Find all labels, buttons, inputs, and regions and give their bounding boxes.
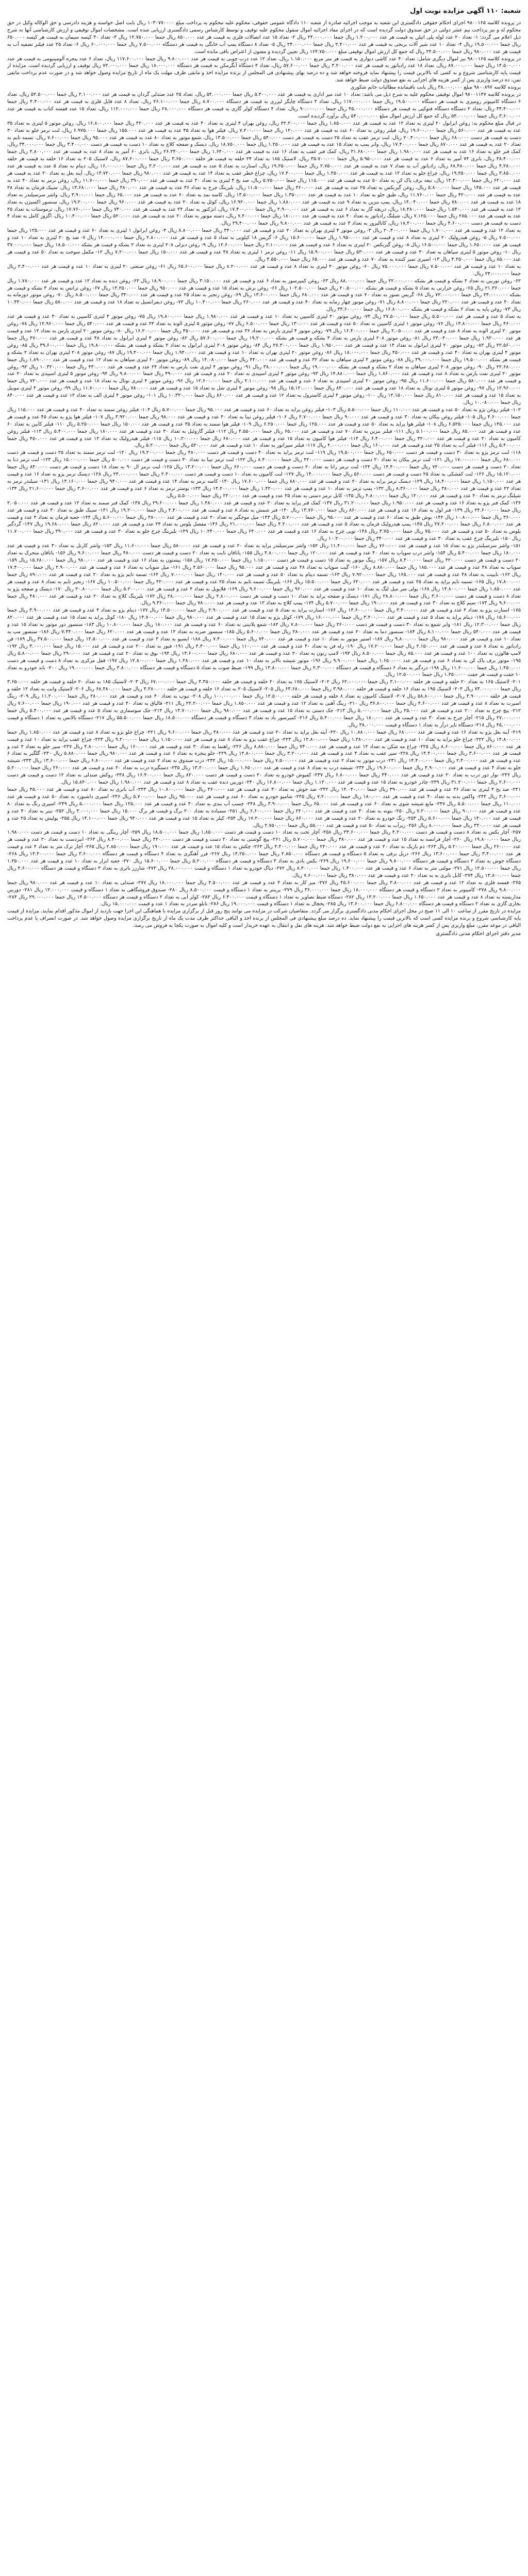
document-paragraph: در پرونده کلاسه ۹۸۰۰۱۱۴۷ اموال توقیفی محکوم علیه به شرح ذیل می باشد: تعداد ۱۰ عدد میز اداری به قیمت هر عدد ۵.۴۰۰.۰۰۰ ریال جمعا ۵۴.۰۰۰.۰۰۰ ریال، تعداد ۲۵ عدد صندلی گردان به قیمت هر عدد ۲.۱۰۰.۰۰۰ ریال جمعا ۵۲.۵۰۰.۰۰۰ ریال، تعداد ۶ دستگاه کامپیوتر رومیزی به قیمت هر دستگاه ۱۹.۵۰۰.۰۰۰ ریال جمعا ۱۱۷.۰۰۰.۰۰۰ ریال، تعداد ۳ دستگاه چاپگر لیزری به قیمت هر دستگاه ۸.۷۰۰.۰۰۰ ریال جمعا ۲۶.۱۰۰.۰۰۰ ریال، تعداد ۸ عدد فایل فلزی به قیمت هر عدد ۴.۳۰۰.۰۰۰ ریال جمعا ۳۴.۴۰۰.۰۰۰ ریال، تعداد ۲ دستگاه دستگاه فتوکپی به قیمت هر دستگاه ۴۵.۰۰۰.۰۰۰ ریال جمعا ۹۰.۰۰۰.۰۰۰ ریال، تعداد ۴ دستگاه کولر گازی به قیمت هر دستگاه ۲۸.۰۰۰.۰۰۰ ریال جمعا ۱۱۲.۰۰۰.۰۰۰ ریال، تعداد ۱۵ عدد قفسه کتاب به قیمت هر عدد ۳.۶۰۰.۰۰۰ ریال جمعا ۵۴.۰۰۰.۰۰۰ ریال که جمع کل ارزش اموال مبلغ ۵۴۰.۰۰۰.۰۰۰ ریال برآورد گردیده است. [7,92,521,119]
document-paragraph: به تعداد ۱۲ عدد و قیمت هر عدد ۱.۷۰۰.۰۰۰ ریال جمعا ۲۰.۴۰۰.۰۰۰ ریال ۳- روغن موتور ۴ لیتری بهران به تعداد ۲۰ عدد و قیمت هر عدد ۴۴۰.۰۰۰ ریال جمعا ۸.۸۰۰.۰۰۰ ریال ۴- روغن ایرانول ۱ لیتری به تعداد ۶۰ عدد و قیمت هر عدد ۱۲۵.۰۰۰ ریال جمعا ۷.۵۰۰.۰۰۰ ریال ۵- روغن هیدرولیک ۲۰ لیتری به تعداد ۸ عدد و قیمت هر عدد ۱.۹۵۰.۰۰۰ ریال جمعا ۱۵.۶۰۰.۰۰۰ ریال ۶- گریس ۱۸ کیلویی به تعداد ۵ عدد و قیمت هر عدد ۲.۸۰۰.۰۰۰ ریال جمعا ۱۴.۰۰۰.۰۰۰ ریال ۷- ضد یخ ۲۰ لیتری به تعداد ۱۰ عدد و قیمت هر عدد ۱.۶۵۰.۰۰۰ ریال جمعا ۱۶.۵۰۰.۰۰۰ ریال ۸- روغن گیربکس ۲۰ لیتری به تعداد ۶ عدد و قیمت هر عدد ۲.۱۰۰.۰۰۰ ریال جمعا ۱۲.۶۰۰.۰۰۰ ریال ۹- روغن دیزلی ۲۰۸ لیتری به تعداد ۲ بشکه و قیمت هر بشکه ۱۸.۵۰۰.۰۰۰ ریال جمعا ۳۷.۰۰۰.۰۰۰ ریال ۱۰- روغن موتور ۵ لیتری سپاهان به تعداد ۳۰ عدد و قیمت هر عدد ۵۳۰.۰۰۰ ریال جمعا ۱۵.۹۰۰.۰۰۰ ریال ۱۱- روغن ترمز ۱ لیتری به تعداد ۴۸ عدد و قیمت هر عدد ۱۵۰.۰۰۰ ریال جمعا ۷.۲۰۰.۰۰۰ ریال ۱۲- مکمل سوخت به تعداد ۵۰ عدد و قیمت هر عدد ۸۵.۰۰۰ ریال جمعا ۴.۲۵۰.۰۰۰ ریال ۱۳- اسپری تمیز کننده به تعداد ۷۰ عدد و قیمت هر عدد ۶۵.۰۰۰ ریال جمعا ۴.۵۵۰.۰۰۰ ریال. [7,228,521,262]
document-paragraph: ۱۳۶- کمک فنر پژو به تعداد ۱۶ عدد و قیمت هر عدد ۱.۹۵۰.۰۰۰ ریال جمعا ۳۱.۲۰۰.۰۰۰ ریال ۱۳۷- کمک فنر پراید به تعداد ۲۰ عدد و قیمت هر عدد ۱.۴۸۰.۰۰۰ ریال جمعا ۲۹.۶۰۰.۰۰۰ ریال ۱۳۸- کمک فنر سمند به تعداد ۱۲ عدد و قیمت هر عدد ۲.۰۵۰.۰۰۰ ریال جمعا ۲۴.۶۰۰.۰۰۰ ریال ۱۳۹- فنر لول به تعداد ۱۶ عدد و قیمت هر عدد ۸۶۰.۰۰۰ ریال جمعا ۱۳.۷۶۰.۰۰۰ ریال ۱۴۰- فنر شمش به تعداد ۸ عدد و قیمت هر عدد ۲.۴۰۰.۰۰۰ ریال جمعا ۱۹.۲۰۰.۰۰۰ ریال ۱۴۱- سیبک طبق به تعداد ۳۰ عدد و قیمت هر عدد ۳۶۰.۰۰۰ ریال جمعا ۱۰.۸۰۰.۰۰۰ ریال ۱۴۲- بوش طبق به تعداد ۶۰ عدد و قیمت هر عدد ۹۵.۰۰۰ ریال جمعا ۵.۷۰۰.۰۰۰ ریال ۱۴۳- میل موجگیر به تعداد ۲۰ عدد و قیمت هر عدد ۲۸۰.۰۰۰ ریال جمعا ۵.۶۰۰.۰۰۰ ریال ۱۴۴- جعبه فرمان به تعداد ۴ عدد و قیمت هر عدد ۶.۸۰۰.۰۰۰ ریال جمعا ۲۷.۲۰۰.۰۰۰ ریال ۱۴۵- پمپ هیدرولیک فرمان به تعداد ۵ عدد و قیمت هر عدد ۴.۲۰۰.۰۰۰ ریال جمعا ۲۱.۰۰۰.۰۰۰ ریال ۱۴۶- مفصل پلوس به تعداد ۲۴ عدد و قیمت هر عدد ۸۲۰.۰۰۰ ریال جمعا ۱۹.۶۸۰.۰۰۰ ریال ۱۴۷- گردگیر پلوس به تعداد ۵۰ عدد و قیمت هر عدد ۷۵.۰۰۰ ریال جمعا ۳.۷۵۰.۰۰۰ ریال ۱۴۸- توپی چرخ به تعداد ۱۶ عدد و قیمت هر عدد ۶۴۰.۰۰۰ ریال جمعا ۱۰.۲۴۰.۰۰۰ ریال ۱۴۹- بلبرینگ چرخ جلو به تعداد ۳۰ عدد و قیمت هر عدد ۳۹۰.۰۰۰ ریال جمعا ۱۱.۷۰۰.۰۰۰ ریال ۱۵۰- بلبرینگ چرخ عقب به تعداد ۳۰ عدد و قیمت هر عدد ۳۴۰.۰۰۰ ریال جمعا ۱۰.۲۰۰.۰۰۰ ریال. [7,500,521,542]
document-paragraph: در پرونده کلاسه ۹۸۰۰۱۶۵ نیز اموال دیگری شامل: تعداد ۴۰ عدد کاشی دیواری به قیمت هر متر مربع ۱.۱۵۰.۰۰۰ ریال، تعداد ۱۲ عدد درب چوبی به قیمت هر عدد ۹.۸۰۰.۰۰۰ ریال جمعا ۱۱۷.۶۰۰.۰۰۰ ریال، تعداد ۶ عدد پنجره آلومینیومی به قیمت هر عدد ۱۴.۵۰۰.۰۰۰ ریال جمعا ۸۷.۰۰۰.۰۰۰ ریال، تعداد ۱۸ عدد رادیاتور به قیمت هر عدد ۳.۲۰۰.۰۰۰ ریال جمعا ۵۷.۶۰۰.۰۰۰ ریال، تعداد ۴ دستگاه آبگرمکن به قیمت هر دستگاه ۱۸.۰۰۰.۰۰۰ ریال جمعا ۷۲.۰۰۰.۰۰۰ ریال توقیف و ارزیابی گردیده است. مزایده از قیمت پایه کارشناسی شروع و به کسی که بالاترین قیمت را پیشنهاد نماید فروخته خواهد شد و ده درصد بهای پیشنهادی فی المجلس از برنده مزایده اخذ و مابقی ظرف مهلت یک ماه از تاریخ مزایده وصول خواهد شد و در صورت عدم پرداخت مابقی ثمن، ده درصد واریزی پس از کسر هزینه های اجرایی به نفع صندوق دولت ضبط خواهد شد. [7,56,521,83]
document-header: شعبه: ۱۱۰ آگهی مزایده نوبت اول [410,7,521,15]
document-paragraph: ۱۵۱- واشر سرسیلندر پژو به تعداد ۱۵ عدد و قیمت هر عدد ۷۶۰.۰۰۰ ریال جمعا ۱۱.۴۰۰.۰۰۰ ریال ۱۵۲- واشر سرسیلندر پراید به تعداد ۲۰ عدد و قیمت هر عدد ۵۸۰.۰۰۰ ریال جمعا ۱۱.۶۰۰.۰۰۰ ریال ۱۵۳- واشر کارتل به تعداد ۳۰ عدد و قیمت هر عدد ۱۸۰.۰۰۰ ریال جمعا ۵.۴۰۰.۰۰۰ ریال ۱۵۴- واشر درب سوپاپ به تعداد ۴۰ عدد و قیمت هر عدد ۱۲۰.۰۰۰ ریال جمعا ۴.۸۰۰.۰۰۰ ریال ۱۵۵- یاتاقان ثابت به تعداد ۲۰ دست و قیمت هر دست ۴۸۰.۰۰۰ ریال جمعا ۹.۶۰۰.۰۰۰ ریال ۱۵۶- یاتاقان متحرک به تعداد ۲۰ دست و قیمت هر دست ۴۲۰.۰۰۰ ریال جمعا ۸.۴۰۰.۰۰۰ ریال ۱۵۷- رینگ موتور به تعداد ۱۵ دست و قیمت هر دست ۱.۱۵۰.۰۰۰ ریال جمعا ۱۷.۲۵۰.۰۰۰ ریال ۱۵۸- پیستون به تعداد ۱۶ عدد و قیمت هر عدد ۹۸۰.۰۰۰ ریال جمعا ۱۵.۶۸۰.۰۰۰ ریال ۱۵۹- سوپاپ به تعداد ۴۸ عدد و قیمت هر عدد ۱۸۵.۰۰۰ ریال جمعا ۸.۸۸۰.۰۰۰ ریال ۱۶۰- گیت سوپاپ به تعداد ۴۸ عدد و قیمت هر عدد ۹۵.۰۰۰ ریال جمعا ۴.۵۶۰.۰۰۰ ریال ۱۶۱- میل سوپاپ به تعداد ۶ عدد و قیمت هر عدد ۲.۹۰۰.۰۰۰ ریال جمعا ۱۷.۴۰۰.۰۰۰ ریال ۱۶۲- تایپیت به تعداد ۴۸ عدد و قیمت هر عدد ۱۶۵.۰۰۰ ریال جمعا ۷.۹۲۰.۰۰۰ ریال ۱۶۳- تسمه دینام به تعداد ۵۰ عدد و قیمت هر عدد ۱۴۰.۰۰۰ ریال جمعا ۷.۰۰۰.۰۰۰ ریال ۱۶۴- تسمه تایم پژو به تعداد ۲۰ عدد و قیمت هر عدد ۸۹۰.۰۰۰ ریال جمعا ۱۷.۸۰۰.۰۰۰ ریال ۱۶۵- تسمه تایم پراید به تعداد ۲۵ عدد و قیمت هر عدد ۶۲۰.۰۰۰ ریال جمعا ۱۵.۵۰۰.۰۰۰ ریال ۱۶۶- بلبرینگ تسمه تایم به تعداد ۲۵ عدد و قیمت هر عدد ۴۲۰.۰۰۰ ریال جمعا ۱۰.۵۰۰.۰۰۰ ریال ۱۶۷- زنجیر تایم به تعداد ۸ عدد و قیمت هر عدد ۱.۸۵۰.۰۰۰ ریال جمعا ۱۴.۸۰۰.۰۰۰ ریال ۱۶۸- پولی سر میل لنگ به تعداد ۱۰ عدد و قیمت هر عدد ۹۶۰.۰۰۰ ریال جمعا ۹.۶۰۰.۰۰۰ ریال ۱۶۹- فلایویل به تعداد ۴ عدد و قیمت هر عدد ۵.۲۰۰.۰۰۰ ریال جمعا ۲۰.۸۰۰.۰۰۰ ریال ۱۷۰- دیسک و صفحه پژو به تعداد ۸ دست و قیمت هر دست ۳.۶۰۰.۰۰۰ ریال جمعا ۲۸.۸۰۰.۰۰۰ ریال ۱۷۱- دیسک و صفحه پراید به تعداد ۱۰ دست و قیمت هر دست ۲.۸۰۰.۰۰۰ ریال جمعا ۲۸.۰۰۰.۰۰۰ ریال ۱۷۲- بلبرینگ کلاچ به تعداد ۲۰ عدد و قیمت هر عدد ۴۸۰.۰۰۰ ریال جمعا ۹.۶۰۰.۰۰۰ ریال ۱۷۳- سیم کلاچ به تعداد ۳۰ عدد و قیمت هر عدد ۱۹۰.۰۰۰ ریال جمعا ۵.۷۰۰.۰۰۰ ریال ۱۷۴- پمپ کلاچ به تعداد ۱۲ عدد و قیمت هر عدد ۷۸۰.۰۰۰ ریال جمعا ۹.۳۶۰.۰۰۰ ریال. [7,543,521,606]
document-footer: مدیر دفتر اجرای احکام مدنی دادگستری [436,931,521,937]
document-paragraph: ۱۱۸- لنت ترمز پژو به تعداد ۳۰ دست و قیمت هر دست ۶۵۰.۰۰۰ ریال جمعا ۱۹.۵۰۰.۰۰۰ ریال ۱۱۹- لنت ترمز پراید به تعداد ۴۰ دست و قیمت هر دست ۴۸۰.۰۰۰ ریال جمعا ۱۹.۲۰۰.۰۰۰ ریال ۱۲۰- لنت ترمز سمند به تعداد ۲۵ دست و قیمت هر دست ۶۸۰.۰۰۰ ریال جمعا ۱۷.۰۰۰.۰۰۰ ریال ۱۲۱- لنت ترمز پیکان به تعداد ۲۰ دست و قیمت هر دست ۴۲۰.۰۰۰ ریال جمعا ۸.۴۰۰.۰۰۰ ریال ۱۲۲- لنت ترمز تیبا به تعداد ۳۰ دست و قیمت هر دست ۵۰۰.۰۰۰ ریال جمعا ۱۵.۰۰۰.۰۰۰ ریال ۱۲۳- لنت ترمز دنا به تعداد ۲۰ دست و قیمت هر دست ۷۲۰.۰۰۰ ریال جمعا ۱۴.۴۰۰.۰۰۰ ریال ۱۲۴- لنت ترمز رانا به تعداد ۲۰ دست و قیمت هر دست ۶۶۰.۰۰۰ ریال جمعا ۱۳.۲۰۰.۰۰۰ ریال ۱۲۵- لنت ترمز ال ۹۰ به تعداد ۱۸ دست و قیمت هر دست ۸۴۰.۰۰۰ ریال جمعا ۱۵.۱۲۰.۰۰۰ ریال ۱۲۶- لنت کفشکی به تعداد ۲۵ دست و قیمت هر دست ۵۶۰.۰۰۰ ریال جمعا ۱۴.۰۰۰.۰۰۰ ریال ۱۲۷- لنت کامیون به تعداد ۱۰ دست و قیمت هر دست ۲.۴۰۰.۰۰۰ ریال جمعا ۲۴.۰۰۰.۰۰۰ ریال ۱۲۸- دیسک ترمز پژو به تعداد ۱۶ عدد و قیمت هر عدد ۱.۱۵۰.۰۰۰ ریال جمعا ۱۸.۴۰۰.۰۰۰ ریال ۱۲۹- دیسک ترمز پراید به تعداد ۲۰ عدد و قیمت هر عدد ۸۸۰.۰۰۰ ریال جمعا ۱۷.۶۰۰.۰۰۰ ریال ۱۳۰- کاسه ترمز به تعداد ۱۴ عدد و قیمت هر عدد ۹۴۰.۰۰۰ ریال جمعا ۱۳.۱۶۰.۰۰۰ ریال ۱۳۱- سیلندر ترمز به تعداد ۲۲ عدد و قیمت هر عدد ۳۸۰.۰۰۰ ریال جمعا ۸.۳۶۰.۰۰۰ ریال ۱۳۲- پمپ ترمز به تعداد ۱۰ عدد و قیمت هر عدد ۱.۴۲۰.۰۰۰ ریال جمعا ۱۴.۲۰۰.۰۰۰ ریال ۱۳۳- بوستر ترمز به تعداد ۶ عدد و قیمت هر عدد ۳.۶۰۰.۰۰۰ ریال جمعا ۲۱.۶۰۰.۰۰۰ ریال ۱۳۴- شیلنگ ترمز به تعداد ۴۰ عدد و قیمت هر عدد ۱۲۰.۰۰۰ ریال جمعا ۴.۸۰۰.۰۰۰ ریال ۱۳۵- کابل ترمز دستی به تعداد ۲۵ عدد و قیمت هر عدد ۲۲۰.۰۰۰ ریال جمعا ۵.۵۰۰.۰۰۰ ریال. [7,450,521,499]
document-paragraph: مزایده در تاریخ مقرر از ساعت ۱۰ الی ۱۱ صبح در محل اجرای احکام مدنی دادگستری برگزار می گردد. متقاضیان شرکت در مزایده می توانند پنج روز قبل از برگزاری مزایده با هماهنگی این اجرا جهت بازدید از اموال مذکور اقدام نمایند. مزایده از قیمت پایه کارشناسی شروع و برنده مزایده کسی است که بالاترین قیمت را پیشنهاد نماید. ده درصد مبلغ پیشنهادی فی المجلس از برنده اخذ و الباقی حداکثر ظرف مدت یک ماه از تاریخ برگزاری مزایده وصول خواهد شد. در صورت انصراف یا عدم پرداخت الباقی در موعد مقرر، مبلغ واریزی پس از کسر هزینه های اجرایی به نفع دولت ضبط خواهد شد. هزینه های نقل و انتقال به عهده خریدار است و کلیه اموال به صورت یکجا به فروش می رسد. [7,908,521,929]
document-body [7,20,521,929]
document-paragraph: به تعداد ۵ عدد و قیمت هر عدد ۵.۵۰۰.۰۰۰ ریال جمعا ۲۷.۵۰۰.۰۰۰ ریال ۷۴- روغن موتور ۲۰ لیتری کاسپین به تعداد ۱۰ عدد و قیمت هر عدد ۱.۹۸۰.۰۰۰ ریال جمعا ۱۹.۸۰۰.۰۰۰ ریال ۷۵- روغن موتور ۴ لیتری کاسپین به تعداد ۳۰ عدد و قیمت هر عدد ۴۶۰.۰۰۰ ریال جمعا ۱۳.۸۰۰.۰۰۰ ریال ۷۶- روغن موتور ۱ لیتری کاسپین به تعداد ۵۰ عدد و قیمت هر عدد ۱۳۰.۰۰۰ ریال جمعا ۶.۵۰۰.۰۰۰ ریال ۷۷- روغن موتور ۵ لیتری الوند به تعداد ۲۴ عدد و قیمت هر عدد ۵۴۰.۰۰۰ ریال جمعا ۱۲.۹۶۰.۰۰۰ ریال ۷۸- روغن موتور ۲۰ لیتری الوند به تعداد ۸ عدد و قیمت هر عدد ۲.۰۵۰.۰۰۰ ریال جمعا ۱۶.۴۰۰.۰۰۰ ریال ۷۹- روغن موتور ۴ لیتری پارس به تعداد ۳۶ عدد و قیمت هر عدد ۴۵۰.۰۰۰ ریال جمعا ۱۶.۲۰۰.۰۰۰ ریال ۸۰- روغن موتور ۲۰ لیتری پارس به تعداد ۱۲ عدد و قیمت هر عدد ۱.۹۲۰.۰۰۰ ریال جمعا ۲۳.۰۴۰.۰۰۰ ریال ۸۱- روغن موتور ۲۰۸ لیتری پارس به تعداد ۳ بشکه و قیمت هر بشکه ۱۹.۲۰۰.۰۰۰ ریال جمعا ۵۷.۶۰۰.۰۰۰ ریال ۸۲- روغن موتور ۴ لیتری ایرانول به تعداد ۴۸ عدد و قیمت هر عدد ۴۷۰.۰۰۰ ریال جمعا ۲۲.۵۶۰.۰۰۰ ریال ۸۳- روغن موتور ۲۰ لیتری ایرانول به تعداد ۱۴ عدد و قیمت هر عدد ۱.۹۵۰.۰۰۰ ریال جمعا ۲۷.۳۰۰.۰۰۰ ریال ۸۴- روغن موتور ۲۰۸ لیتری ایرانول به تعداد ۲ بشکه و قیمت هر بشکه ۱۹.۸۰۰.۰۰۰ ریال جمعا ۳۹.۶۰۰.۰۰۰ ریال ۸۵- روغن موتور ۴ لیتری بهران به تعداد ۴۰ عدد و قیمت هر عدد ۴۵۰.۰۰۰ ریال جمعا ۱۸.۰۰۰.۰۰۰ ریال ۸۶- روغن موتور ۲۰ لیتری بهران به تعداد ۱۰ عدد و قیمت هر عدد ۱.۹۴۰.۰۰۰ ریال جمعا ۱۹.۴۰۰.۰۰۰ ریال ۸۷- روغن موتور ۲۰۸ لیتری بهران به تعداد ۲ بشکه و قیمت هر بشکه ۱۹.۵۰۰.۰۰۰ ریال جمعا ۳۹.۰۰۰.۰۰۰ ریال ۸۸- روغن موتور ۴ لیتری سپاهان به تعداد ۳۲ عدد و قیمت هر عدد ۴۴۰.۰۰۰ ریال جمعا ۱۴.۰۸۰.۰۰۰ ریال ۸۹- روغن موتور ۲۰ لیتری سپاهان به تعداد ۱۲ عدد و قیمت هر عدد ۱.۸۹۰.۰۰۰ ریال جمعا ۲۲.۶۸۰.۰۰۰ ریال ۹۰- روغن موتور ۲۰۸ لیتری سپاهان به تعداد ۲ بشکه و قیمت هر بشکه ۱۹.۰۰۰.۰۰۰ ریال جمعا ۳۸.۰۰۰.۰۰۰ ریال ۹۱- روغن موتور ۴ لیتری نفت پارس به تعداد ۲۴ عدد و قیمت هر عدد ۴۳۰.۰۰۰ ریال جمعا ۱۰.۳۲۰.۰۰۰ ریال ۹۲- روغن موتور ۲۰ لیتری نفت پارس به تعداد ۸ عدد و قیمت هر عدد ۱.۸۶۰.۰۰۰ ریال جمعا ۱۴.۸۸۰.۰۰۰ ریال ۹۳- روغن موتور ۴ لیتری اسپیدی به تعداد ۲۰ عدد و قیمت هر عدد ۴۹۰.۰۰۰ ریال جمعا ۹.۸۰۰.۰۰۰ ریال ۹۴- روغن موتور ۵ لیتری اسپیدی به تعداد ۲۰ عدد و قیمت هر عدد ۵۸۰.۰۰۰ ریال جمعا ۱۱.۶۰۰.۰۰۰ ریال ۹۵- روغن موتور ۲۰ لیتری اسپیدی به تعداد ۶ عدد و قیمت هر عدد ۲.۱۰۰.۰۰۰ ریال جمعا ۱۲.۶۰۰.۰۰۰ ریال ۹۶- روغن موتور ۴ لیتری توتال به تعداد ۱۸ عدد و قیمت هر عدد ۷۲۰.۰۰۰ ریال جمعا ۱۲.۹۶۰.۰۰۰ ریال ۹۷- روغن موتور ۵ لیتری توتال به تعداد ۱۸ عدد و قیمت هر عدد ۸۴۰.۰۰۰ ریال جمعا ۱۵.۱۲۰.۰۰۰ ریال ۹۸- روغن موتور ۴ لیتری شل به تعداد ۱۵ عدد و قیمت هر عدد ۷۸۰.۰۰۰ ریال جمعا ۱۱.۷۰۰.۰۰۰ ریال ۹۹- روغن موتور ۴ لیتری موبیل به تعداد ۱۵ عدد و قیمت هر عدد ۸۱۰.۰۰۰ ریال جمعا ۱۲.۱۵۰.۰۰۰ ریال ۱۰۰- روغن موتور ۴ لیتری کاسترول به تعداد ۱۲ عدد و قیمت هر عدد ۸۶۰.۰۰۰ ریال جمعا ۱۰.۳۲۰.۰۰۰ ریال ۱۰۱- روغن موتور ۴ لیتری الف به تعداد ۱۲ عدد و قیمت هر عدد ۸۴۰.۰۰۰ ریال جمعا ۱۰.۰۸۰.۰۰۰ ریال. [7,314,521,406]
document-paragraph: ۱۷۵- استارت پژو به تعداد ۴ عدد و قیمت هر عدد ۳.۴۰۰.۰۰۰ ریال جمعا ۱۳.۶۰۰.۰۰۰ ریال ۱۷۶- استارت پراید به تعداد ۵ عدد و قیمت هر عدد ۲.۹۰۰.۰۰۰ ریال جمعا ۱۴.۵۰۰.۰۰۰ ریال ۱۷۷- دینام پژو به تعداد ۴ عدد و قیمت هر عدد ۳.۹۰۰.۰۰۰ ریال جمعا ۱۵.۶۰۰.۰۰۰ ریال ۱۷۸- دینام پراید به تعداد ۵ عدد و قیمت هر عدد ۳.۲۰۰.۰۰۰ ریال جمعا ۱۶.۰۰۰.۰۰۰ ریال ۱۷۹- کوئل پژو به تعداد ۱۵ عدد و قیمت هر عدد ۹۸۰.۰۰۰ ریال جمعا ۱۴.۷۰۰.۰۰۰ ریال ۱۸۰- کوئل پراید به تعداد ۱۵ عدد و قیمت هر عدد ۸۲۰.۰۰۰ ریال جمعا ۱۲.۳۰۰.۰۰۰ ریال ۱۸۱- وایر شمع به تعداد ۳۰ دست و قیمت هر دست ۲۶۰.۰۰۰ ریال جمعا ۷.۸۰۰.۰۰۰ ریال ۱۸۲- شمع پلاتینی به تعداد ۶۰ عدد و قیمت هر عدد ۱۸۰.۰۰۰ ریال جمعا ۱۰.۸۰۰.۰۰۰ ریال ۱۸۳- سنسور دور موتور به تعداد ۱۵ عدد و قیمت هر عدد ۵۴۰.۰۰۰ ریال جمعا ۸.۱۰۰.۰۰۰ ریال ۱۸۴- سنسور دما به تعداد ۲۰ عدد و قیمت هر عدد ۲۸۰.۰۰۰ ریال جمعا ۵.۶۰۰.۰۰۰ ریال ۱۸۵- سنسور ضربه به تعداد ۱۲ عدد و قیمت هر عدد ۶۲۰.۰۰۰ ریال جمعا ۷.۴۴۰.۰۰۰ ریال ۱۸۶- سنسور مپ به تعداد ۱۰ عدد و قیمت هر عدد ۹۸۰.۰۰۰ ریال جمعا ۹.۸۰۰.۰۰۰ ریال ۱۸۷- استپر موتور به تعداد ۱۰ عدد و قیمت هر عدد ۷۴۰.۰۰۰ ریال جمعا ۷.۴۰۰.۰۰۰ ریال ۱۸۸- ایسیو به تعداد ۳ عدد و قیمت هر عدد ۱۲.۵۰۰.۰۰۰ ریال جمعا ۳۷.۵۰۰.۰۰۰ ریال ۱۸۹- فن رادیاتور به تعداد ۸ عدد و قیمت هر عدد ۲.۱۵۰.۰۰۰ ریال جمعا ۱۷.۲۰۰.۰۰۰ ریال ۱۹۰- رله فن به تعداد ۴۰ عدد و قیمت هر عدد ۱۱۰.۰۰۰ ریال جمعا ۴.۴۰۰.۰۰۰ ریال ۱۹۱- فیوز به تعداد ۲۰۰ عدد و قیمت هر عدد ۱۵.۰۰۰ ریال جمعا ۳.۰۰۰.۰۰۰ ریال ۱۹۲- لامپ هالوژن به تعداد ۱۰۰ عدد و قیمت هر عدد ۸۵.۰۰۰ ریال جمعا ۸.۵۰۰.۰۰۰ ریال ۱۹۳- لامپ زنون به تعداد ۲۰ عدد و قیمت هر عدد ۶۸۰.۰۰۰ ریال جمعا ۱۳.۶۰۰.۰۰۰ ریال ۱۹۴- بوق به تعداد ۲۰ عدد و قیمت هر عدد ۲۹۰.۰۰۰ ریال جمعا ۵.۸۰۰.۰۰۰ ریال ۱۹۵- موتور برف پاک کن به تعداد ۶ عدد و قیمت هر عدد ۱.۶۵۰.۰۰۰ ریال جمعا ۹.۹۰۰.۰۰۰ ریال ۱۹۶- موتور شیشه بالابر به تعداد ۱۰ عدد و قیمت هر عدد ۱.۲۸۰.۰۰۰ ریال جمعا ۱۲.۸۰۰.۰۰۰ ریال ۱۹۷- قفل مرکزی به تعداد ۸ دست و قیمت هر دست ۱.۴۵۰.۰۰۰ ریال جمعا ۱۱.۶۰۰.۰۰۰ ریال ۱۹۸- دزدگیر به تعداد ۶ دستگاه و قیمت هر دستگاه ۲.۳۰۰.۰۰۰ ریال جمعا ۱۳.۸۰۰.۰۰۰ ریال ۱۹۹- ضبط صوت به تعداد ۵ دستگاه و قیمت هر دستگاه ۳.۸۰۰.۰۰۰ ریال جمعا ۱۹.۰۰۰.۰۰۰ ریال ۲۰۰- باند خودرو به تعداد ۱۰ جفت و قیمت هر جفت ۱.۲۵۰.۰۰۰ ریال جمعا ۱۲.۵۰۰.۰۰۰ ریال. [7,607,521,678]
document-paragraph: ۲۴۱- ضد یخ ۴ لیتری به تعداد ۳۶ عدد و قیمت هر عدد ۳۹۰.۰۰۰ ریال جمعا ۱۴.۰۴۰.۰۰۰ ریال ۲۴۲- ضد جوش به تعداد ۳۰ عدد و قیمت هر عدد ۳۶۰.۰۰۰ ریال جمعا ۱۰.۸۰۰.۰۰۰ ریال ۲۴۳- آب باتری به تعداد ۸۰ عدد و قیمت هر عدد ۴۵.۰۰۰ ریال جمعا ۳.۶۰۰.۰۰۰ ریال ۲۴۴- واکس بدنه به تعداد ۴۰ عدد و قیمت هر عدد ۱۸۰.۰۰۰ ریال جمعا ۷.۲۰۰.۰۰۰ ریال ۲۴۵- شامپو خودرو به تعداد ۶۰ عدد و قیمت هر عدد ۹۵.۰۰۰ ریال جمعا ۵.۷۰۰.۰۰۰ ریال ۲۴۶- اسپری داشبورد به تعداد ۵۰ عدد و قیمت هر عدد ۱۱۰.۰۰۰ ریال جمعا ۵.۵۰۰.۰۰۰ ریال ۲۴۷- مایع شیشه شوی به تعداد ۶۰ عدد و قیمت هر عدد ۶۵.۰۰۰ ریال جمعا ۳.۹۰۰.۰۰۰ ریال ۲۴۸- چسب آب بندی به تعداد ۴۰ عدد و قیمت هر عدد ۱۲۵.۰۰۰ ریال جمعا ۵.۰۰۰.۰۰۰ ریال ۲۴۹- اسپری رنگ به تعداد ۸۰ عدد و قیمت هر عدد ۹۰.۰۰۰ ریال جمعا ۷.۲۰۰.۰۰۰ ریال ۲۵۰- بتونه به تعداد ۳۰ عدد و قیمت هر عدد ۲۲۰.۰۰۰ ریال جمعا ۶.۶۰۰.۰۰۰ ریال ۲۵۱- سمباده به تعداد ۲۰۰ برگ و قیمت هر برگ ۱۵.۰۰۰ ریال جمعا ۳.۰۰۰.۰۰۰ ریال ۲۵۲- تینر به تعداد ۴۰ عدد و قیمت هر عدد ۱۴۰.۰۰۰ ریال جمعا ۵.۶۰۰.۰۰۰ ریال ۲۵۳- رنگ خودرو به تعداد ۲۰ عدد و قیمت هر عدد ۸۶۰.۰۰۰ ریال جمعا ۱۷.۲۰۰.۰۰۰ ریال ۲۵۴- کیلر به تعداد ۱۵ عدد و قیمت هر عدد ۹۴۰.۰۰۰ ریال جمعا ۱۴.۱۰۰.۰۰۰ ریال ۲۵۵- پولیش به تعداد ۲۵ عدد و قیمت هر عدد ۳۲۰.۰۰۰ ریال جمعا ۸.۰۰۰.۰۰۰ ریال ۲۵۶- زیرآب به تعداد ۵۰ عدد و قیمت هر عدد ۵۵.۰۰۰ ریال جمعا ۲.۷۵۰.۰۰۰ ریال. [7,786,521,828]
document-paragraph: ۱۰۲- فیلتر روغن پژو به تعداد ۵۰ عدد و قیمت هر عدد ۱۱۰.۰۰۰ ریال جمعا ۵.۵۰۰.۰۰۰ ریال ۱۰۳- فیلتر روغن پراید به تعداد ۶۰ عدد و قیمت هر عدد ۹۵.۰۰۰ ریال جمعا ۵.۷۰۰.۰۰۰ ریال ۱۰۴- فیلتر روغن سمند به تعداد ۴۰ عدد و قیمت هر عدد ۱۱۵.۰۰۰ ریال جمعا ۴.۶۰۰.۰۰۰ ریال ۱۰۵- فیلتر روغن پیکان به تعداد ۳۰ عدد و قیمت هر عدد ۹۰.۰۰۰ ریال جمعا ۲.۷۰۰.۰۰۰ ریال ۱۰۶- فیلتر روغن تیبا به تعداد ۴۰ عدد و قیمت هر عدد ۹۸.۰۰۰ ریال جمعا ۳.۹۲۰.۰۰۰ ریال ۱۰۷- فیلتر هوا پژو به تعداد ۴۵ عدد و قیمت هر عدد ۱۴۵.۰۰۰ ریال جمعا ۶.۵۲۵.۰۰۰ ریال ۱۰۸- فیلتر هوا پراید به تعداد ۵۰ عدد و قیمت هر عدد ۱۲۵.۰۰۰ ریال جمعا ۶.۲۵۰.۰۰۰ ریال ۱۰۹- فیلتر هوا سمند به تعداد ۳۵ عدد و قیمت هر عدد ۱۵۰.۰۰۰ ریال جمعا ۵.۲۵۰.۰۰۰ ریال ۱۱۰- فیلتر کابین به تعداد ۶۰ عدد و قیمت هر عدد ۸۵.۰۰۰ ریال جمعا ۵.۱۰۰.۰۰۰ ریال ۱۱۱- فیلتر بنزین به تعداد ۷۰ عدد و قیمت هر عدد ۶۵.۰۰۰ ریال جمعا ۴.۵۵۰.۰۰۰ ریال ۱۱۲- فیلتر گازوئیل به تعداد ۳۰ عدد و قیمت هر عدد ۱۸۰.۰۰۰ ریال جمعا ۵.۴۰۰.۰۰۰ ریال ۱۱۳- فیلتر روغن کامیون به تعداد ۲۰ عدد و قیمت هر عدد ۳۲۰.۰۰۰ ریال جمعا ۶.۴۰۰.۰۰۰ ریال ۱۱۴- فیلتر هوا کامیون به تعداد ۱۵ عدد و قیمت هر عدد ۶۸۰.۰۰۰ ریال جمعا ۱۰.۲۰۰.۰۰۰ ریال ۱۱۵- فیلتر هیدرولیک به تعداد ۱۲ عدد و قیمت هر عدد ۴۵۰.۰۰۰ ریال جمعا ۵.۴۰۰.۰۰۰ ریال ۱۱۶- فیلتر آب به تعداد ۲۵ عدد و قیمت هر عدد ۱۶۰.۰۰۰ ریال جمعا ۴.۰۰۰.۰۰۰ ریال ۱۱۷- فیلتر سپراتور به تعداد ۱۰ عدد و قیمت هر عدد ۵۲۰.۰۰۰ ریال جمعا ۵.۲۰۰.۰۰۰ ریال. [7,406,521,449]
document-paragraph: ۶۲- روغن توربین به تعداد ۴ بشکه و قیمت هر بشکه ۲۲.۰۰۰.۰۰۰ ریال جمعا ۸۸.۰۰۰.۰۰۰ ریال ۶۳- روغن کمپرسور به تعداد ۶ عدد و قیمت هر عدد ۳.۱۵۰.۰۰۰ ریال جمعا ۱۸.۹۰۰.۰۰۰ ریال ۶۴- روغن دنده به تعداد ۱۲ عدد و قیمت هر عدد ۱.۷۸۰.۰۰۰ ریال جمعا ۲۱.۳۶۰.۰۰۰ ریال ۶۵- روغن حرارتی به تعداد ۵ بشکه و قیمت هر بشکه ۲۰.۵۰۰.۰۰۰ ریال جمعا ۱۰۲.۵۰۰.۰۰۰ ریال ۶۶- روغن برش به تعداد ۱۵ عدد و قیمت هر عدد ۹۵۰.۰۰۰ ریال جمعا ۱۴.۲۵۰.۰۰۰ ریال ۶۷- روغن ترانس به تعداد ۳ بشکه و قیمت هر بشکه ۲۴.۰۰۰.۰۰۰ ریال جمعا ۷۲.۰۰۰.۰۰۰ ریال ۶۸- گریس نسوز به تعداد ۲۰ عدد و قیمت هر عدد ۶۸۰.۰۰۰ ریال جمعا ۱۳.۶۰۰.۰۰۰ ریال ۶۹- روغن زنجیر به تعداد ۲۵ عدد و قیمت هر عدد ۳۴۰.۰۰۰ ریال جمعا ۸.۵۰۰.۰۰۰ ریال ۷۰- روغن موتور دوزمانه به تعداد ۴۰ عدد و قیمت هر عدد ۲۲۰.۰۰۰ ریال جمعا ۸.۸۰۰.۰۰۰ ریال ۷۱- روغن موتور چهار زمانه به تعداد ۴۰ عدد و قیمت هر عدد ۲۶۰.۰۰۰ ریال جمعا ۱۰.۴۰۰.۰۰۰ ریال ۷۲- روغن دیفرانسیل به تعداد ۱۸ عدد و قیمت هر عدد ۵۸۰.۰۰۰ ریال جمعا ۱۰.۴۴۰.۰۰۰ ریال ۷۳- روغن پایه به تعداد ۲ بشکه و قیمت هر بشکه ۱۶.۸۰۰.۰۰۰ ریال جمعا ۳۳.۶۰۰.۰۰۰ ریال. [7,278,521,313]
document-paragraph: به تعداد ۱۰ عدد و قیمت هر عدد ۷.۵۰۰.۰۰۰ ریال جمعا ۷۵.۰۰۰.۰۰۰ ریال ۶۰- روغن موتور ۴۰ لیتری به تعداد ۸ عدد و قیمت هر عدد ۸.۲۰۰.۰۰۰ ریال جمعا ۶۵.۶۰۰.۰۰۰ ریال ۶۱- روغن صنعتی ۲۰ لیتری به تعداد ۱۰ عدد و قیمت هر عدد ۲.۴۰۰.۰۰۰ ریال جمعا ۲۴.۰۰۰.۰۰۰ ریال. [7,263,521,277]
document-paragraph: پرونده کلاسه ۹۸۰۰۸۹۷ مبلغ ۳۸.۰۰۰.۰۰۰ ریال بابت باقیمانده مطالبات خانم شکوری [350,84,521,91]
document-paragraph: در پرونده کلاسه ۹۸۰۰۱۶۵ اجرای احکام حقوقی دادگستری این شعبه به موجب اجرائیه صادره از شعبه ۱۱۰ دادگاه عمومی حقوقی، محکوم علیه محکوم به پرداخت مبلغ ۱۰۳۰۷۷۰۰۰۰ ریال بابت اصل خواسته و هزینه دادرسی و حق الوکاله وکیل در حق محکوم له و نیز پرداخت نیم عشر دولتی در حق صندوق دولت گردیده است که در اجرای مفاد اجرائیه اموال منقول محکوم علیه توقیف و توسط کارشناس رسمی دادگستری ارزیابی شده است. مشخصات اموال توقیفی و ارزش کارشناسی آنها به شرح ذیل اعلام می گردد: ۱- تعداد ۲۰ عدد لوله پلی اتیلن به قیمت هر عدد ۱.۲۰۰.۰۰۰ ریال جمعا ۲۴.۰۰۰.۰۰۰ ریال ۲- تعداد ۱۵ عدد اتصالات فلزی به قیمت هر عدد ۸۵۰.۰۰۰ ریال جمعا ۱۲.۷۵۰.۰۰۰ ریال ۳- تعداد ۳۰ کیسه سیمان به قیمت هر کیسه ۶۵۰.۰۰۰ ریال جمعا ۱۹.۵۰۰.۰۰۰ ریال ۴- تعداد ۱۰ عدد شیر آلات برنجی به قیمت هر عدد ۲.۴۰۰.۰۰۰ ریال جمعا ۲۴.۰۰۰.۰۰۰ ریال ۵- تعداد ۸ دستگاه پمپ آب خانگی به قیمت هر دستگاه ۷.۵۰۰.۰۰۰ ریال جمعا ۶۰.۰۰۰.۰۰۰ ریال ۶- تعداد ۲۵ عدد فیلتر تصفیه آب به قیمت هر عدد ۹۸۰.۰۰۰ ریال جمعا ۲۴.۵۰۰.۰۰۰ ریال که جمع کل ارزش اموال توقیفی مبلغ ۱۶۴.۷۵۰.۰۰۰ ریال تعیین گردیده و مصون از اعتراض باقی مانده است. [7,20,521,55]
document-paragraph: در قبال مبلغ محکوم به: روغن ایرانول ۲۰ لیتری به تعداد ۱۲ عدد به قیمت هر عدد ۱.۸۵۰.۰۰۰ ریال جمعا ۲۲.۲۰۰.۰۰۰ ریال، روغن بهران ۴ لیتری به تعداد ۴۰ عدد به قیمت هر عدد ۴۲۰.۰۰۰ ریال جمعا ۱۶.۸۰۰.۰۰۰ ریال، روغن موتور ۵ لیتری به تعداد ۳۵ عدد به قیمت هر عدد ۵۶۰.۰۰۰ ریال جمعا ۱۹.۶۰۰.۰۰۰ ریال، فیلتر روغن به تعداد ۶۰ عدد به قیمت هر عدد ۱۲۰.۰۰۰ ریال جمعا ۷.۲۰۰.۰۰۰ ریال، فیلتر هوا به تعداد ۴۵ عدد به قیمت هر عدد ۱۵۵.۰۰۰ ریال جمعا ۶.۹۷۵.۰۰۰ ریال، لنت ترمز جلو به تعداد ۳۰ دست به قیمت هر دست ۶۸۰.۰۰۰ ریال جمعا ۲۰.۴۰۰.۰۰۰ ریال، لنت ترمز عقب به تعداد ۲۵ دست به قیمت هر دست ۵۴۰.۰۰۰ ریال جمعا ۱۳.۵۰۰.۰۰۰ ریال، شمع موتور به تعداد ۸۰ عدد به قیمت هر عدد ۹۵.۰۰۰ ریال جمعا ۷.۶۰۰.۰۰۰ ریال، تسمه تایم به تعداد ۲۰ عدد به قیمت هر عدد ۸۷۰.۰۰۰ ریال جمعا ۱۷.۴۰۰.۰۰۰ ریال، واتر پمپ به تعداد ۱۵ عدد به قیمت هر عدد ۱.۲۵۰.۰۰۰ ریال جمعا ۱۸.۷۵۰.۰۰۰ ریال، دیسک و صفحه کلاچ به تعداد ۱۰ دست به قیمت هر دست ۳.۴۰۰.۰۰۰ ریال جمعا ۳۴.۰۰۰.۰۰۰ ریال، کمک فنر جلو به تعداد ۱۶ عدد به قیمت هر عدد ۱.۹۸۰.۰۰۰ ریال جمعا ۳۱.۶۸۰.۰۰۰ ریال، کمک فنر عقب به تعداد ۱۶ عدد به قیمت هر عدد ۱.۶۴۰.۰۰۰ ریال جمعا ۲۶.۲۴۰.۰۰۰ ریال، باتری ۶۰ آمپر به تعداد ۸ عدد به قیمت هر عدد ۴.۸۰۰.۰۰۰ ریال جمعا ۳۸.۴۰۰.۰۰۰ ریال، باتری ۷۴ آمپر به تعداد ۶ عدد به قیمت هر عدد ۵.۹۵۰.۰۰۰ ریال جمعا ۳۵.۷۰۰.۰۰۰ ریال، لاستیک ۱۸۵ به تعداد ۲۴ حلقه به قیمت هر حلقه ۳.۶۵۰.۰۰۰ ریال جمعا ۸۷.۶۰۰.۰۰۰ ریال، لاستیک ۲۰۵ به تعداد ۱۶ حلقه به قیمت هر حلقه ۴.۲۸۰.۰۰۰ ریال جمعا ۶۸.۴۸۰.۰۰۰ ریال، رادیاتور آب به تعداد ۷ عدد به قیمت هر عدد ۲.۷۵۰.۰۰۰ ریال جمعا ۱۹.۲۵۰.۰۰۰ ریال، استارت به تعداد ۵ عدد به قیمت هر عدد ۳.۲۰۰.۰۰۰ ریال جمعا ۱۶.۰۰۰.۰۰۰ ریال، دینام به تعداد ۵ عدد به قیمت هر عدد ۳.۸۵۰.۰۰۰ ریال جمعا ۱۹.۲۵۰.۰۰۰ ریال، چراغ جلو به تعداد ۱۲ عدد به قیمت هر عدد ۱.۴۵۰.۰۰۰ ریال جمعا ۱۷.۴۰۰.۰۰۰ ریال، چراغ خطر عقب به تعداد ۱۴ عدد به قیمت هر عدد ۹۸۰.۰۰۰ ریال جمعا ۱۳.۷۲۰.۰۰۰ ریال، آینه بغل به تعداد ۲۰ عدد به قیمت هر عدد ۶۲۰.۰۰۰ ریال جمعا ۱۲.۴۰۰.۰۰۰ ریال، تیغه برف پاک کن به تعداد ۵۰ عدد به قیمت هر عدد ۱۱۵.۰۰۰ ریال جمعا ۵.۷۵۰.۰۰۰ ریال، ضد یخ ۴ لیتری به تعداد ۳۰ عدد به قیمت هر عدد ۳۹۰.۰۰۰ ریال جمعا ۱۱.۷۰۰.۰۰۰ ریال، روغن ترمز به تعداد ۴۰ عدد به قیمت هر عدد ۱۴۵.۰۰۰ ریال جمعا ۵.۸۰۰.۰۰۰ ریال، روغن گیربکس به تعداد ۲۵ عدد به قیمت هر عدد ۴۶۰.۰۰۰ ریال جمعا ۱۱.۵۰۰.۰۰۰ ریال، بلبرینگ چرخ به تعداد ۳۶ عدد به قیمت هر عدد ۳۸۰.۰۰۰ ریال جمعا ۱۳.۶۸۰.۰۰۰ ریال، سیبک فرمان به تعداد ۲۸ عدد به قیمت هر عدد ۴۲۰.۰۰۰ ریال جمعا ۱۱.۷۶۰.۰۰۰ ریال، طبق جلو به تعداد ۱۰ عدد به قیمت هر عدد ۱.۳۵۰.۰۰۰ ریال جمعا ۱۳.۵۰۰.۰۰۰ ریال، کاسه نمد به تعداد ۶۰ عدد به قیمت هر عدد ۶۵.۰۰۰ ریال جمعا ۳.۹۰۰.۰۰۰ ریال، واشر سرسیلندر به تعداد ۱۸ عدد به قیمت هر عدد ۷۸۰.۰۰۰ ریال جمعا ۱۴.۰۴۰.۰۰۰ ریال، پمپ بنزین به تعداد ۹ عدد به قیمت هر عدد ۱.۸۸۰.۰۰۰ ریال جمعا ۱۶.۹۲۰.۰۰۰ ریال، کوئل به تعداد ۲۰ عدد به قیمت هر عدد ۹۶۰.۰۰۰ ریال جمعا ۱۹.۲۰۰.۰۰۰ ریال، سنسور اکسیژن به تعداد ۱۲ عدد به قیمت هر عدد ۱.۵۴۰.۰۰۰ ریال جمعا ۱۸.۴۸۰.۰۰۰ ریال، دریچه گاز به تعداد ۶ عدد به قیمت هر عدد ۲.۹۰۰.۰۰۰ ریال جمعا ۱۷.۴۰۰.۰۰۰ ریال، انژکتور به تعداد ۲۴ عدد به قیمت هر عدد ۷۴۰.۰۰۰ ریال جمعا ۱۷.۷۶۰.۰۰۰ ریال، ترموستات به تعداد ۲۵ عدد به قیمت هر عدد ۲۸۵.۰۰۰ ریال جمعا ۷.۱۲۵.۰۰۰ ریال، شیلنگ رادیاتور به تعداد ۴۰ عدد به قیمت هر عدد ۱۸۰.۰۰۰ ریال جمعا ۷.۲۰۰.۰۰۰ ریال، دسته موتور به تعداد ۲۰ عدد به قیمت هر عدد ۵۲۰.۰۰۰ ریال جمعا ۱۰.۴۰۰.۰۰۰ ریال، اگزوز کامل به تعداد ۴ دست به قیمت هر دست ۴.۶۰۰.۰۰۰ ریال جمعا ۱۸.۴۰۰.۰۰۰ ریال، کاتالیزور به تعداد ۳ عدد به قیمت هر عدد ۹.۸۰۰.۰۰۰ ریال جمعا ۲۹.۴۰۰.۰۰۰ ریال. [7,120,521,227]
document-paragraph: ۲۵۷- آچار بکس به تعداد ۸ دست و قیمت هر دست ۴.۲۰۰.۰۰۰ ریال جمعا ۳۳.۶۰۰.۰۰۰ ریال ۲۵۸- آچار تخت به تعداد ۱۰ دست و قیمت هر دست ۱.۸۵۰.۰۰۰ ریال جمعا ۱۸.۵۰۰.۰۰۰ ریال ۲۵۹- آچار رینگی به تعداد ۱۰ دست و قیمت هر دست ۱.۹۸۰.۰۰۰ ریال جمعا ۱۹.۸۰۰.۰۰۰ ریال ۲۶۰- آچار فرانسه به تعداد ۱۵ عدد و قیمت هر عدد ۳۸۰.۰۰۰ ریال جمعا ۵.۷۰۰.۰۰۰ ریال ۲۶۱- پیچ گوشتی به تعداد ۲۰ دست و قیمت هر دست ۴۲۰.۰۰۰ ریال جمعا ۸.۴۰۰.۰۰۰ ریال ۲۶۲- انبردست به تعداد ۲۰ عدد و قیمت هر عدد ۲۶۰.۰۰۰ ریال جمعا ۵.۲۰۰.۰۰۰ ریال ۲۶۳- دم باریک به تعداد ۲۰ عدد و قیمت هر عدد ۲۲۰.۰۰۰ ریال جمعا ۴.۴۰۰.۰۰۰ ریال ۲۶۴- چکش به تعداد ۱۵ عدد و قیمت هر عدد ۱۹۰.۰۰۰ ریال جمعا ۲.۸۵۰.۰۰۰ ریال ۲۶۵- آچار ترک متر به تعداد ۴ عدد و قیمت هر عدد ۳.۴۰۰.۰۰۰ ریال جمعا ۱۳.۶۰۰.۰۰۰ ریال ۲۶۶- دریل برقی به تعداد ۵ دستگاه و قیمت هر دستگاه ۲.۸۵۰.۰۰۰ ریال جمعا ۱۴.۲۵۰.۰۰۰ ریال ۲۶۷- فرز آهنگری به تعداد ۴ دستگاه و قیمت هر دستگاه ۳.۶۰۰.۰۰۰ ریال جمعا ۱۴.۴۰۰.۰۰۰ ریال ۲۶۸- دستگاه جوش به تعداد ۲ دستگاه و قیمت هر دستگاه ۹.۸۰۰.۰۰۰ ریال جمعا ۱۹.۶۰۰.۰۰۰ ریال ۲۶۹- بکس بادی به تعداد ۳ دستگاه و قیمت هر دستگاه ۵.۲۰۰.۰۰۰ ریال جمعا ۱۵.۶۰۰.۰۰۰ ریال ۲۷۰- جعبه ابزار به تعداد ۱۰ عدد و قیمت هر عدد ۱.۲۵۰.۰۰۰ ریال جمعا ۱۲.۵۰۰.۰۰۰ ریال ۲۷۱- مولتی متر به تعداد ۶ عدد و قیمت هر عدد ۱.۴۰۰.۰۰۰ ریال جمعا ۸.۴۰۰.۰۰۰ ریال ۲۷۲- دیاگ خودرو به تعداد ۱ دستگاه و قیمت ۲۸.۰۰۰.۰۰۰ ریال ۲۷۳- شارژر باتری به تعداد ۳ دستگاه و قیمت هر دستگاه ۴.۶۰۰.۰۰۰ ریال جمعا ۱۳.۸۰۰.۰۰۰ ریال ۲۷۴- کابل باتری به به تعداد ۲۰ عدد و قیمت هر عدد ۳۸۰.۰۰۰ ریال جمعا ۷.۶۰۰.۰۰۰ ریال. [7,829,521,878]
document-page [7,6,521,2576]
document-paragraph: ۲۱۹- آینه بغل پژو به تعداد ۱۶ عدد و قیمت هر عدد ۶۸۰.۰۰۰ ریال جمعا ۱۰.۸۸۰.۰۰۰ ریال ۲۲۰- آینه بغل پراید به تعداد ۲۰ عدد و قیمت هر عدد ۴۸۰.۰۰۰ ریال جمعا ۹.۶۰۰.۰۰۰ ریال ۲۲۱- چراغ جلو پژو به تعداد ۸ عدد و قیمت هر عدد ۱.۸۵۰.۰۰۰ ریال جمعا ۱۴.۸۰۰.۰۰۰ ریال ۲۲۲- چراغ جلو پراید به تعداد ۱۰ عدد و قیمت هر عدد ۱.۲۸۰.۰۰۰ ریال جمعا ۱۲.۸۰۰.۰۰۰ ریال ۲۲۳- چراغ عقب پژو به تعداد ۸ عدد و قیمت هر عدد ۱.۱۵۰.۰۰۰ ریال جمعا ۹.۲۰۰.۰۰۰ ریال ۲۲۴- چراغ عقب پراید به تعداد ۱۰ عدد و قیمت هر عدد ۸۶۰.۰۰۰ ریال جمعا ۸.۶۰۰.۰۰۰ ریال ۲۲۵- چراغ مه شکن به تعداد ۱۲ عدد و قیمت هر عدد ۷۴۰.۰۰۰ ریال جمعا ۸.۸۸۰.۰۰۰ ریال ۲۲۶- راهنما به تعداد ۳۰ عدد و قیمت هر عدد ۱۶۰.۰۰۰ ریال جمعا ۴.۸۰۰.۰۰۰ ریال ۲۲۷- سپر جلو به تعداد ۴ عدد و قیمت هر عدد ۳.۶۰۰.۰۰۰ ریال جمعا ۱۴.۴۰۰.۰۰۰ ریال ۲۲۸- سپر عقب به تعداد ۴ عدد و قیمت هر عدد ۳.۲۰۰.۰۰۰ ریال جمعا ۱۲.۸۰۰.۰۰۰ ریال ۲۲۹- جلو پنجره به تعداد ۶ عدد و قیمت هر عدد ۹۸۰.۰۰۰ ریال جمعا ۵.۸۸۰.۰۰۰ ریال ۲۳۰- گلگیر به تعداد ۶ عدد و قیمت هر عدد ۲.۴۰۰.۰۰۰ ریال جمعا ۱۴.۴۰۰.۰۰۰ ریال ۲۳۱- درب موتور به تعداد ۲ عدد و قیمت هر عدد ۷.۵۰۰.۰۰۰ ریال جمعا ۱۵.۰۰۰.۰۰۰ ریال ۲۳۲- درب صندوق به تعداد ۲ عدد و قیمت هر عدد ۶.۸۰۰.۰۰۰ ریال جمعا ۱۳.۶۰۰.۰۰۰ ریال ۲۳۳- شیشه جلو به تعداد ۴ عدد و قیمت هر عدد ۴.۹۰۰.۰۰۰ ریال جمعا ۱۹.۶۰۰.۰۰۰ ریال ۲۳۴- شیشه درب به تعداد ۸ عدد و قیمت هر عدد ۱.۶۵۰.۰۰۰ ریال جمعا ۱۳.۲۰۰.۰۰۰ ریال ۲۳۵- دستگیره درب به تعداد ۲۰ عدد و قیمت هر عدد ۲۶۰.۰۰۰ ریال جمعا ۵.۲۰۰.۰۰۰ ریال ۲۳۶- نوار دور درب به تعداد ۲۰ عدد و قیمت هر عدد ۳۴۰.۰۰۰ ریال جمعا ۶.۸۰۰.۰۰۰ ریال ۲۳۷- کفپوش خودرو به تعداد ۲۰ دست و قیمت هر دست ۸۲۰.۰۰۰ ریال جمعا ۱۶.۴۰۰.۰۰۰ ریال ۲۳۸- روکش صندلی به تعداد ۱۲ دست و قیمت هر دست ۲.۶۰۰.۰۰۰ ریال جمعا ۳۱.۲۰۰.۰۰۰ ریال ۲۳۹- چادر خودرو به تعداد ۱۵ عدد و قیمت هر عدد ۱.۱۲۰.۰۰۰ ریال جمعا ۱۶.۸۰۰.۰۰۰ ریال ۲۴۰- دوربین دنده عقب به تعداد ۸ عدد و قیمت هر عدد ۱.۹۸۰.۰۰۰ ریال جمعا ۱۵.۸۴۰.۰۰۰ ریال. [7,729,521,786]
document-paragraph: ۲۰۱- لاستیک ۱۶۵ به تعداد ۲۰ حلقه و قیمت هر حلقه ۳.۱۰۰.۰۰۰ ریال جمعا ۶۲.۰۰۰.۰۰۰ ریال ۲۰۲- لاستیک ۱۷۵ به تعداد ۲۰ حلقه و قیمت هر حلقه ۳.۳۵۰.۰۰۰ ریال جمعا ۶۷.۰۰۰.۰۰۰ ریال ۲۰۳- لاستیک ۱۸۵ به تعداد ۲۰ حلقه و قیمت هر حلقه ۳.۶۵۰.۰۰۰ ریال جمعا ۷۳.۰۰۰.۰۰۰ ریال ۲۰۴- لاستیک ۱۹۵ به تعداد ۱۶ حلقه و قیمت هر حلقه ۳.۹۸۰.۰۰۰ ریال جمعا ۶۳.۶۸۰.۰۰۰ ریال ۲۰۵- لاستیک ۲۰۵ به تعداد ۱۶ حلقه و قیمت هر حلقه ۴.۲۸۰.۰۰۰ ریال جمعا ۶۸.۴۸۰.۰۰۰ ریال ۲۰۶- لاستیک وانت به تعداد ۱۲ حلقه و قیمت هر حلقه ۴.۹۰۰.۰۰۰ ریال جمعا ۵۸.۸۰۰.۰۰۰ ریال ۲۰۷- لاستیک کامیون به تعداد ۸ حلقه و قیمت هر حلقه ۱۲.۵۰۰.۰۰۰ ریال جمعا ۱۰۰.۰۰۰.۰۰۰ ریال ۲۰۸- تیوپ به تعداد ۴۰ عدد و قیمت هر عدد ۲۸۰.۰۰۰ ریال جمعا ۱۱.۲۰۰.۰۰۰ ریال ۲۰۹- رینگ اسپرت به تعداد ۸ عدد و قیمت هر عدد ۴.۶۰۰.۰۰۰ ریال جمعا ۳۶.۸۰۰.۰۰۰ ریال ۲۱۰- رینگ آهنی به تعداد ۱۲ عدد و قیمت هر عدد ۱.۸۵۰.۰۰۰ ریال جمعا ۲۲.۲۰۰.۰۰۰ ریال ۲۱۱- قالپاق به تعداد ۴۰ عدد و قیمت هر عدد ۱۹۰.۰۰۰ ریال جمعا ۷.۶۰۰.۰۰۰ ریال ۲۱۲- پیچ چرخ به تعداد ۲۰۰ عدد و قیمت هر عدد ۲۵.۰۰۰ ریال جمعا ۵.۰۰۰.۰۰۰ ریال ۲۱۳- جک دستی به تعداد ۱۵ عدد و قیمت هر عدد ۹۸۰.۰۰۰ ریال جمعا ۱۴.۷۰۰.۰۰۰ ریال ۲۱۴- جک سوسماری به تعداد ۵ عدد و قیمت هر عدد ۵.۴۰۰.۰۰۰ ریال جمعا ۲۷.۰۰۰.۰۰۰ ریال ۲۱۵- آچار چرخ به تعداد ۳۰ عدد و قیمت هر عدد ۱۸۰.۰۰۰ ریال جمعا ۵.۴۰۰.۰۰۰ ریال ۲۱۶- کمپرسور باد به تعداد ۳ دستگاه و قیمت هر دستگاه ۱۸.۵۰۰.۰۰۰ ریال جمعا ۵۵.۵۰۰.۰۰۰ ریال ۲۱۷- دستگاه بالانس به تعداد ۱ دستگاه و قیمت ۴۵.۰۰۰.۰۰۰ ریال ۲۱۸- دستگاه تایر درآر به تعداد ۱ دستگاه و قیمت ۳۸.۰۰۰.۰۰۰ ریال. [7,679,521,728]
document-paragraph: ۲۷۵- قفسه فلزی به تعداد ۱۲ عدد و قیمت هر عدد ۳.۸۰۰.۰۰۰ ریال جمعا ۴۵.۶۰۰.۰۰۰ ریال ۲۷۶- میز کار به تعداد ۴ عدد و قیمت هر عدد ۴.۵۰۰.۰۰۰ ریال جمعا ۱۸.۰۰۰.۰۰۰ ریال ۲۷۷- صندلی به تعداد ۱۰ عدد و قیمت هر عدد ۹۸۰.۰۰۰ ریال جمعا ۹.۸۰۰.۰۰۰ ریال ۲۷۸- کامپیوتر به تعداد ۲ دستگاه و قیمت هر دستگاه ۱۸.۰۰۰.۰۰۰ ریال جمعا ۳۶.۰۰۰.۰۰۰ ریال ۲۷۹- پرینتر به تعداد ۱ دستگاه و قیمت ۸.۵۰۰.۰۰۰ ریال ۲۸۰- صندوق فروشگاهی به تعداد ۱ دستگاه و قیمت ۱۲.۰۰۰.۰۰۰ ریال ۲۸۱- دوربین مداربسته به تعداد ۸ عدد و قیمت هر عدد ۱.۶۵۰.۰۰۰ ریال جمعا ۱۳.۲۰۰.۰۰۰ ریال ۲۸۲- دستگاه ضبط تصاویر به تعداد ۱ دستگاه و قیمت ۶.۴۰۰.۰۰۰ ریال ۲۸۳- کولر آبی به تعداد ۲ دستگاه و قیمت هر دستگاه ۱۴.۵۰۰.۰۰۰ ریال جمعا ۲۹.۰۰۰.۰۰۰ ریال ۲۸۴- بخاری گازی به تعداد ۲ دستگاه و قیمت هر دستگاه ۶.۸۰۰.۰۰۰ ریال جمعا ۱۳.۶۰۰.۰۰۰ ریال ۲۸۵- یخچال به تعداد ۱ دستگاه و قیمت ۱۹.۰۰۰.۰۰۰ ریال ۲۸۶- تابلو سردر به تعداد ۱ عدد و قیمت ۱۵.۰۰۰.۰۰۰ ریال. [7,879,521,907]
